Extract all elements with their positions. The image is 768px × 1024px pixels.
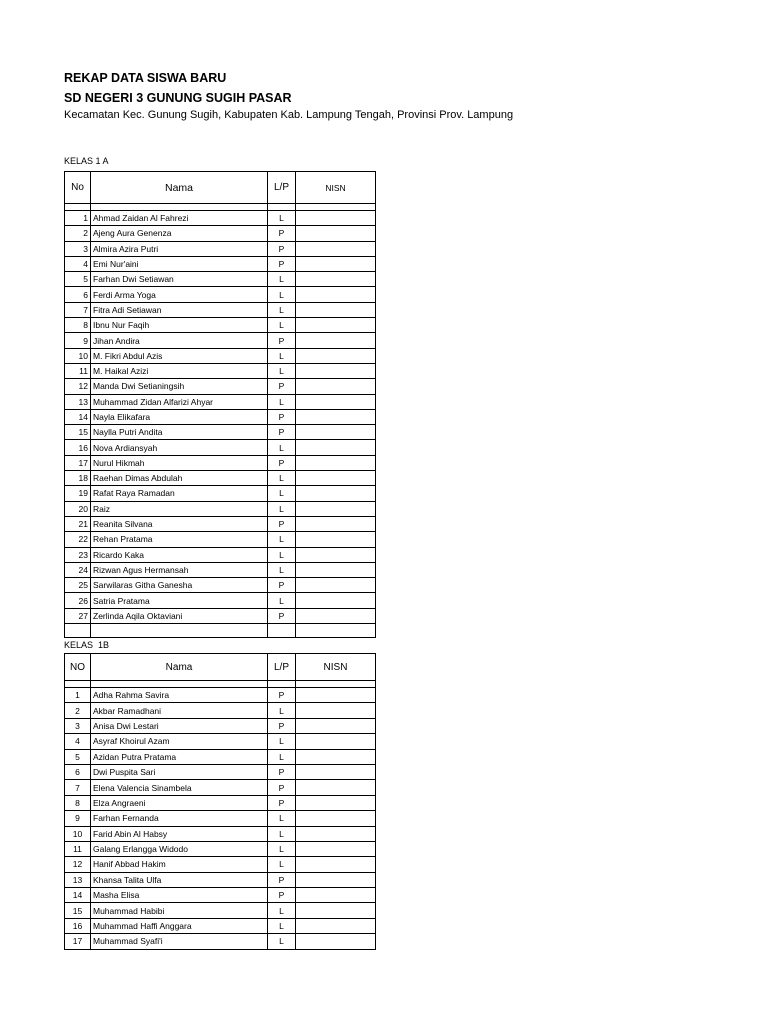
- cell-no: 8: [65, 318, 91, 333]
- cell-no: 5: [65, 749, 91, 764]
- col-header-lp: L/P: [268, 654, 296, 681]
- table-row: [65, 749, 376, 764]
- cell-nisn: [296, 688, 376, 703]
- cell-nama: M. Fikri Abdul Azis: [91, 348, 268, 363]
- cell-nama: Manda Dwi Setianingsih: [91, 379, 268, 394]
- cell-lp: P: [268, 333, 296, 348]
- cell-lp: P: [268, 608, 296, 623]
- table-row: [65, 211, 376, 226]
- cell-no: 22: [65, 532, 91, 547]
- cell-lp: L: [268, 394, 296, 409]
- table-row: [65, 593, 376, 608]
- cell-nama: Farid Abin Al Habsy: [91, 826, 268, 841]
- col-header-nisn: NISN: [296, 654, 376, 681]
- cell-no: 13: [65, 394, 91, 409]
- cell-no: 17: [65, 455, 91, 470]
- cell-nisn: [296, 501, 376, 516]
- table-header-row: [65, 172, 376, 204]
- table-row: [65, 764, 376, 779]
- col-header-no: No: [65, 172, 91, 204]
- table-row: [65, 688, 376, 703]
- kelas-1a-label: KELAS 1 A: [64, 156, 109, 166]
- cell-nama: Muhammad Haffi Anggara: [91, 918, 268, 933]
- cell-no: 23: [65, 547, 91, 562]
- cell-no: 5: [65, 272, 91, 287]
- cell-no: 8: [65, 795, 91, 810]
- table-row: [65, 501, 376, 516]
- cell-nisn: [296, 826, 376, 841]
- table-row: [65, 795, 376, 810]
- cell-nisn: [296, 226, 376, 241]
- cell-nama: Jihan Andira: [91, 333, 268, 348]
- table-row: [65, 578, 376, 593]
- table-row: [65, 318, 376, 333]
- cell-nisn: [296, 734, 376, 749]
- kelas-1a-table: [64, 171, 376, 638]
- table-row: [65, 811, 376, 826]
- cell-nama: Hanif Abbad Hakim: [91, 857, 268, 872]
- cell-nisn: [296, 918, 376, 933]
- cell-nama: Nova Ardiansyah: [91, 440, 268, 455]
- cell-no: 27: [65, 608, 91, 623]
- cell-lp: L: [268, 440, 296, 455]
- cell-lp: L: [268, 486, 296, 501]
- table-row: [65, 409, 376, 424]
- table-row: [65, 256, 376, 271]
- table-row: [65, 532, 376, 547]
- cell-lp: L: [268, 918, 296, 933]
- cell-lp: L: [268, 934, 296, 949]
- cell-nama: Masha Elisa: [91, 888, 268, 903]
- cell-no: 7: [65, 302, 91, 317]
- cell-lp: L: [268, 903, 296, 918]
- cell-nama: Raehan Dimas Abdulah: [91, 471, 268, 486]
- cell-no: 12: [65, 857, 91, 872]
- cell-no: 18: [65, 471, 91, 486]
- cell-lp: L: [268, 593, 296, 608]
- cell-lp: P: [268, 256, 296, 271]
- cell-lp: P: [268, 379, 296, 394]
- cell-lp: P: [268, 718, 296, 733]
- cell-nisn: [296, 272, 376, 287]
- cell-nisn: [296, 562, 376, 577]
- cell-lp: L: [268, 734, 296, 749]
- table-row: [65, 857, 376, 872]
- table-row: [65, 348, 376, 363]
- cell-nisn: [296, 256, 376, 271]
- table-row: [65, 826, 376, 841]
- blank-row: [65, 624, 376, 638]
- table-row: [65, 872, 376, 887]
- cell-no: 1: [65, 688, 91, 703]
- cell-nama: Satria Pratama: [91, 593, 268, 608]
- cell-nama: Emi Nur'aini: [91, 256, 268, 271]
- cell-lp: P: [268, 780, 296, 795]
- cell-no: 15: [65, 903, 91, 918]
- cell-nama: Anisa Dwi Lestari: [91, 718, 268, 733]
- table-row: [65, 703, 376, 718]
- cell-nama: Almira Azira Putri: [91, 241, 268, 256]
- cell-nama: Rizwan Agus Hermansah: [91, 562, 268, 577]
- cell-nisn: [296, 795, 376, 810]
- cell-nisn: [296, 211, 376, 226]
- cell-nisn: [296, 888, 376, 903]
- cell-nisn: [296, 455, 376, 470]
- cell-lp: P: [268, 516, 296, 531]
- cell-lp: L: [268, 826, 296, 841]
- col-header-nisn: NISN: [296, 172, 376, 204]
- cell-no: 11: [65, 841, 91, 856]
- cell-no: 2: [65, 703, 91, 718]
- cell-nama: Reanita Silvana: [91, 516, 268, 531]
- cell-nama: Elza Angraeni: [91, 795, 268, 810]
- kelas-1b-word: KELAS: [64, 640, 94, 650]
- table-row: [65, 516, 376, 531]
- cell-nama: Ibnu Nur Faqih: [91, 318, 268, 333]
- col-header-no: NO: [65, 654, 91, 681]
- cell-nama: Zerlinda Aqila Oktaviani: [91, 608, 268, 623]
- location-subtitle: Kecamatan Kec. Gunung Sugih, Kabupaten Kab. Lampung Tengah, Provinsi Prov. Lampung: [64, 109, 514, 121]
- cell-nama: Khansa Talita Ulfa: [91, 872, 268, 887]
- cell-no: 13: [65, 872, 91, 887]
- cell-lp: L: [268, 857, 296, 872]
- cell-nisn: [296, 608, 376, 623]
- table-row: [65, 455, 376, 470]
- cell-no: 12: [65, 379, 91, 394]
- cell-no: 20: [65, 501, 91, 516]
- table-header-row: [65, 654, 376, 681]
- cell-no: 25: [65, 578, 91, 593]
- table-row: [65, 547, 376, 562]
- table-row: [65, 241, 376, 256]
- cell-no: 10: [65, 348, 91, 363]
- table-row: [65, 934, 376, 949]
- spacer-row: [65, 681, 376, 688]
- cell-nama: Ferdi Arma Yoga: [91, 287, 268, 302]
- table-row: [65, 440, 376, 455]
- cell-lp: P: [268, 688, 296, 703]
- cell-nisn: [296, 318, 376, 333]
- cell-no: 6: [65, 287, 91, 302]
- table-row: [65, 333, 376, 348]
- cell-nama: Fitra Adi Setiawan: [91, 302, 268, 317]
- cell-lp: P: [268, 888, 296, 903]
- cell-nisn: [296, 749, 376, 764]
- cell-nama: Galang Erlangga Widodo: [91, 841, 268, 856]
- cell-nisn: [296, 780, 376, 795]
- kelas-1b-table: [64, 653, 376, 950]
- cell-no: 3: [65, 718, 91, 733]
- cell-no: 7: [65, 780, 91, 795]
- cell-nisn: [296, 363, 376, 378]
- cell-nama: Sarwilaras Githa Ganesha: [91, 578, 268, 593]
- cell-nama: Asyraf Khoirul Azam: [91, 734, 268, 749]
- cell-nisn: [296, 302, 376, 317]
- table-row: [65, 471, 376, 486]
- cell-lp: L: [268, 363, 296, 378]
- cell-lp: L: [268, 532, 296, 547]
- cell-nisn: [296, 547, 376, 562]
- blank-cell: [65, 624, 91, 638]
- cell-no: 6: [65, 764, 91, 779]
- spacer-row: [65, 204, 376, 211]
- table-row: [65, 394, 376, 409]
- table-row: [65, 272, 376, 287]
- cell-lp: L: [268, 318, 296, 333]
- cell-nama: M. Haikal Azizi: [91, 363, 268, 378]
- cell-lp: L: [268, 287, 296, 302]
- cell-lp: L: [268, 562, 296, 577]
- cell-nisn: [296, 440, 376, 455]
- cell-lp: P: [268, 455, 296, 470]
- cell-nisn: [296, 718, 376, 733]
- cell-nama: Ajeng Aura Genenza: [91, 226, 268, 241]
- table-row: [65, 888, 376, 903]
- table-row: [65, 287, 376, 302]
- cell-nama: Raiz: [91, 501, 268, 516]
- kelas-1b-code: 1B: [98, 640, 110, 650]
- table-row: [65, 608, 376, 623]
- cell-no: 9: [65, 811, 91, 826]
- cell-no: 9: [65, 333, 91, 348]
- cell-nama: Nayla Elikafara: [91, 409, 268, 424]
- table-row: [65, 486, 376, 501]
- cell-nisn: [296, 333, 376, 348]
- cell-nisn: [296, 593, 376, 608]
- cell-nama: Rehan Pratama: [91, 532, 268, 547]
- cell-nama: Muhammad Syafi'i: [91, 934, 268, 949]
- table-row: [65, 841, 376, 856]
- cell-no: 19: [65, 486, 91, 501]
- cell-nama: Nurul Hikmah: [91, 455, 268, 470]
- cell-no: 2: [65, 226, 91, 241]
- cell-lp: P: [268, 795, 296, 810]
- table-row: [65, 734, 376, 749]
- cell-nama: Akbar Ramadhani: [91, 703, 268, 718]
- table-row: [65, 425, 376, 440]
- cell-nisn: [296, 532, 376, 547]
- cell-no: 10: [65, 826, 91, 841]
- cell-nisn: [296, 486, 376, 501]
- cell-nama: Farhan Dwi Setiawan: [91, 272, 268, 287]
- cell-nisn: [296, 516, 376, 531]
- document-title: REKAP DATA SISWA BARU: [64, 71, 227, 85]
- cell-no: 14: [65, 409, 91, 424]
- cell-lp: L: [268, 841, 296, 856]
- cell-nama: Naylla Putri Andita: [91, 425, 268, 440]
- cell-nama: Muhammad Habibi: [91, 903, 268, 918]
- cell-lp: P: [268, 425, 296, 440]
- cell-nama: Ricardo Kaka: [91, 547, 268, 562]
- cell-nama: Azidan Putra Pratama: [91, 749, 268, 764]
- table-row: [65, 718, 376, 733]
- cell-no: 14: [65, 888, 91, 903]
- table-row: [65, 562, 376, 577]
- cell-lp: P: [268, 578, 296, 593]
- cell-lp: L: [268, 501, 296, 516]
- cell-lp: L: [268, 703, 296, 718]
- col-header-nama: Nama: [91, 172, 268, 204]
- school-name: SD NEGERI 3 GUNUNG SUGIH PASAR: [64, 91, 292, 105]
- cell-lp: P: [268, 764, 296, 779]
- cell-lp: L: [268, 547, 296, 562]
- cell-nisn: [296, 287, 376, 302]
- cell-lp: L: [268, 348, 296, 363]
- cell-lp: P: [268, 872, 296, 887]
- cell-no: 16: [65, 918, 91, 933]
- cell-nisn: [296, 348, 376, 363]
- table-row: [65, 918, 376, 933]
- cell-nama: Rafat Raya Ramadan: [91, 486, 268, 501]
- cell-lp: P: [268, 409, 296, 424]
- cell-no: 4: [65, 256, 91, 271]
- cell-nisn: [296, 241, 376, 256]
- cell-nisn: [296, 409, 376, 424]
- cell-no: 17: [65, 934, 91, 949]
- cell-nisn: [296, 841, 376, 856]
- col-header-nama: Nama: [91, 654, 268, 681]
- cell-nisn: [296, 872, 376, 887]
- cell-lp: L: [268, 302, 296, 317]
- cell-nisn: [296, 934, 376, 949]
- cell-nama: Farhan Fernanda: [91, 811, 268, 826]
- cell-nama: Dwi Puspita Sari: [91, 764, 268, 779]
- cell-no: 3: [65, 241, 91, 256]
- blank-cell: [268, 624, 296, 638]
- cell-nisn: [296, 903, 376, 918]
- col-header-lp: L/P: [268, 172, 296, 204]
- cell-lp: L: [268, 272, 296, 287]
- cell-nama: Muhammad Zidan Alfarizi Ahyar: [91, 394, 268, 409]
- cell-no: 21: [65, 516, 91, 531]
- cell-lp: L: [268, 811, 296, 826]
- cell-no: 16: [65, 440, 91, 455]
- cell-nisn: [296, 394, 376, 409]
- cell-no: 1: [65, 211, 91, 226]
- cell-lp: P: [268, 241, 296, 256]
- cell-lp: P: [268, 226, 296, 241]
- table-row: [65, 363, 376, 378]
- cell-nisn: [296, 764, 376, 779]
- cell-no: 24: [65, 562, 91, 577]
- cell-lp: L: [268, 471, 296, 486]
- cell-no: 11: [65, 363, 91, 378]
- cell-nama: Elena Valencia Sinambela: [91, 780, 268, 795]
- kelas-1b-label: [64, 640, 109, 650]
- cell-nisn: [296, 379, 376, 394]
- cell-nisn: [296, 425, 376, 440]
- cell-lp: L: [268, 749, 296, 764]
- cell-nisn: [296, 811, 376, 826]
- blank-cell: [91, 624, 268, 638]
- cell-nama: Ahmad Zaidan Al Fahrezi: [91, 211, 268, 226]
- cell-nisn: [296, 471, 376, 486]
- cell-lp: L: [268, 211, 296, 226]
- cell-nama: Adha Rahma Savira: [91, 688, 268, 703]
- cell-nisn: [296, 857, 376, 872]
- cell-no: 15: [65, 425, 91, 440]
- cell-nisn: [296, 703, 376, 718]
- table-row: [65, 379, 376, 394]
- table-row: [65, 226, 376, 241]
- table-row: [65, 302, 376, 317]
- table-row: [65, 780, 376, 795]
- table-row: [65, 903, 376, 918]
- cell-no: 26: [65, 593, 91, 608]
- blank-cell: [296, 624, 376, 638]
- cell-nisn: [296, 578, 376, 593]
- cell-no: 4: [65, 734, 91, 749]
